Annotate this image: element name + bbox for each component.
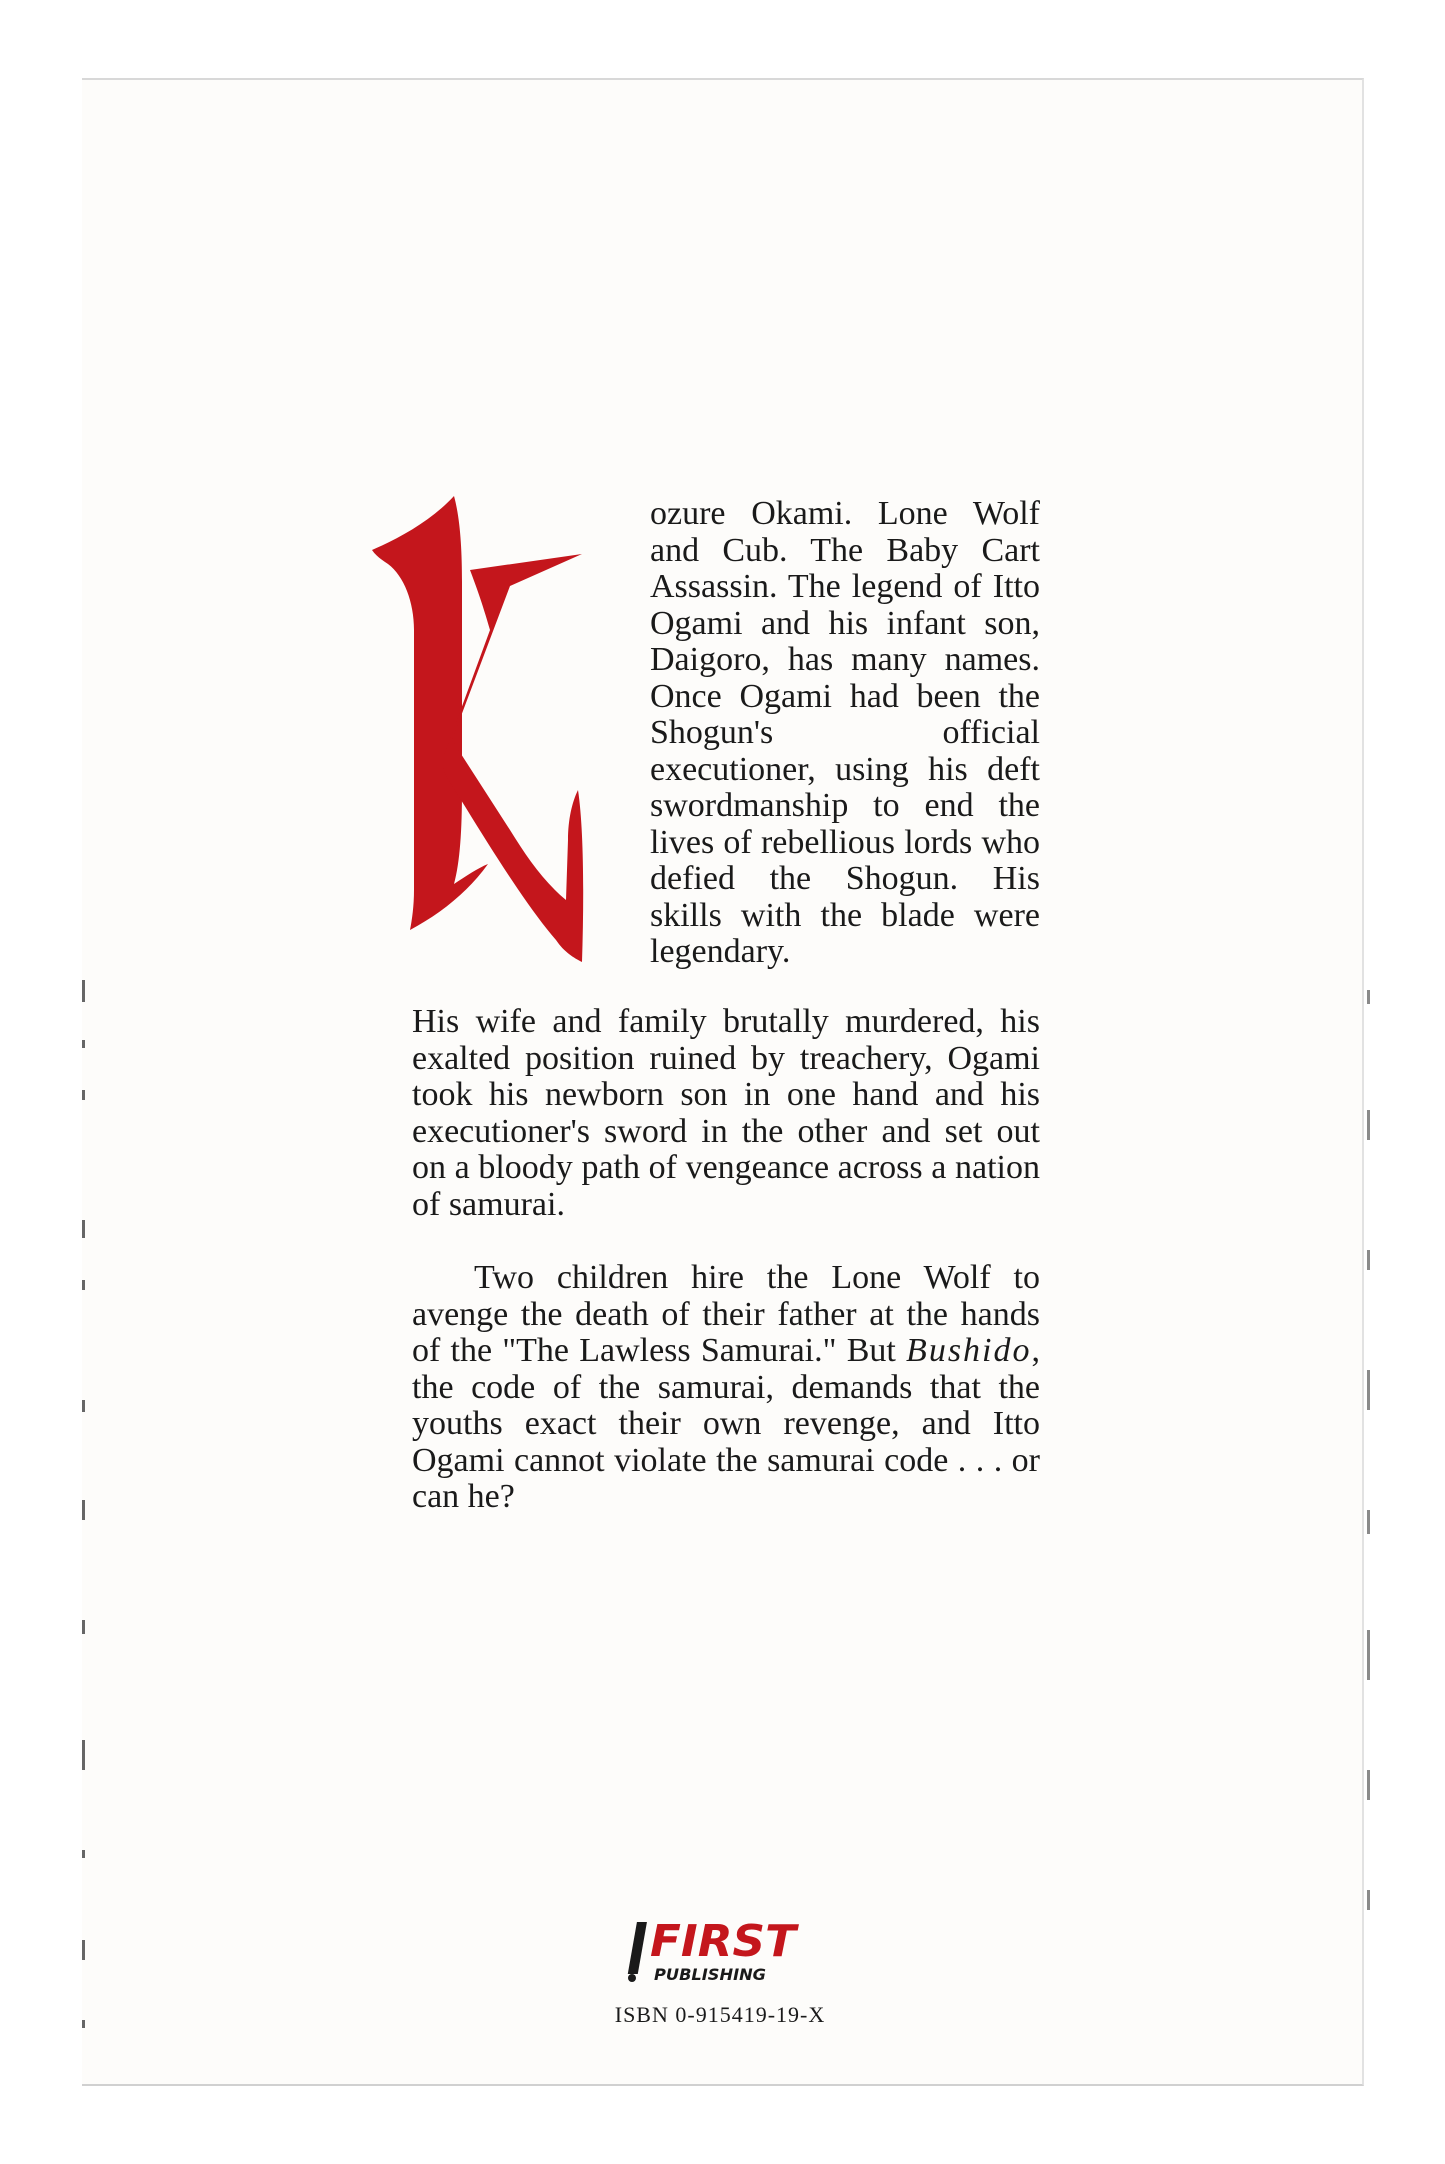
dropcap-letter (370, 490, 620, 970)
logo-figure-icon (628, 1922, 647, 1974)
plot-paragraph (412, 1260, 1040, 1516)
dropcap-left-stroke (372, 496, 488, 930)
story-paragraph: His wife and family brutally murdered, his exalted position ruined by treachery, Ogami took his newborn son in one hand and his executioner's sword in the other and set out on a bloody path of vengeance across a nation of samurai. (412, 1003, 1040, 1223)
isbn-code: ISBN 0-915419-19-X (614, 2002, 826, 2027)
publisher-logo (620, 1916, 820, 1986)
logo-sub-text: PUBLISHING (654, 1965, 766, 1984)
dropcap-right-stroke (443, 554, 583, 962)
plot-text-start: Two children hire the Lone Wolf to avenge the death of their father at the hands of the "The Lawless Samurai." But (412, 1259, 1040, 1369)
intro-paragraph: ozure Okami. Lone Wolf and Cub. The Baby Cart Assassin. The legend of Itto Ogami and his infant son, Daigoro, has many names. Once Ogami had been the Shogun's official executioner, using his deft swordmanship to end the lives of rebellious lords who defied the Shogun. His skills with the blade were legendary. (650, 495, 1040, 970)
spine-edge-marks (78, 980, 90, 2040)
logo-dot-icon (628, 1974, 636, 1982)
plot-text-italic: Bushido (906, 1332, 1032, 1369)
right-edge-marks (1365, 990, 1373, 1940)
plot-text-end: , the code of the samurai, demands that the youths exact their own revenge, and Itto Ogami cannot violate the samurai code . . . or can he? (412, 1332, 1040, 1515)
logo-main-text: FIRST (650, 1916, 800, 1967)
